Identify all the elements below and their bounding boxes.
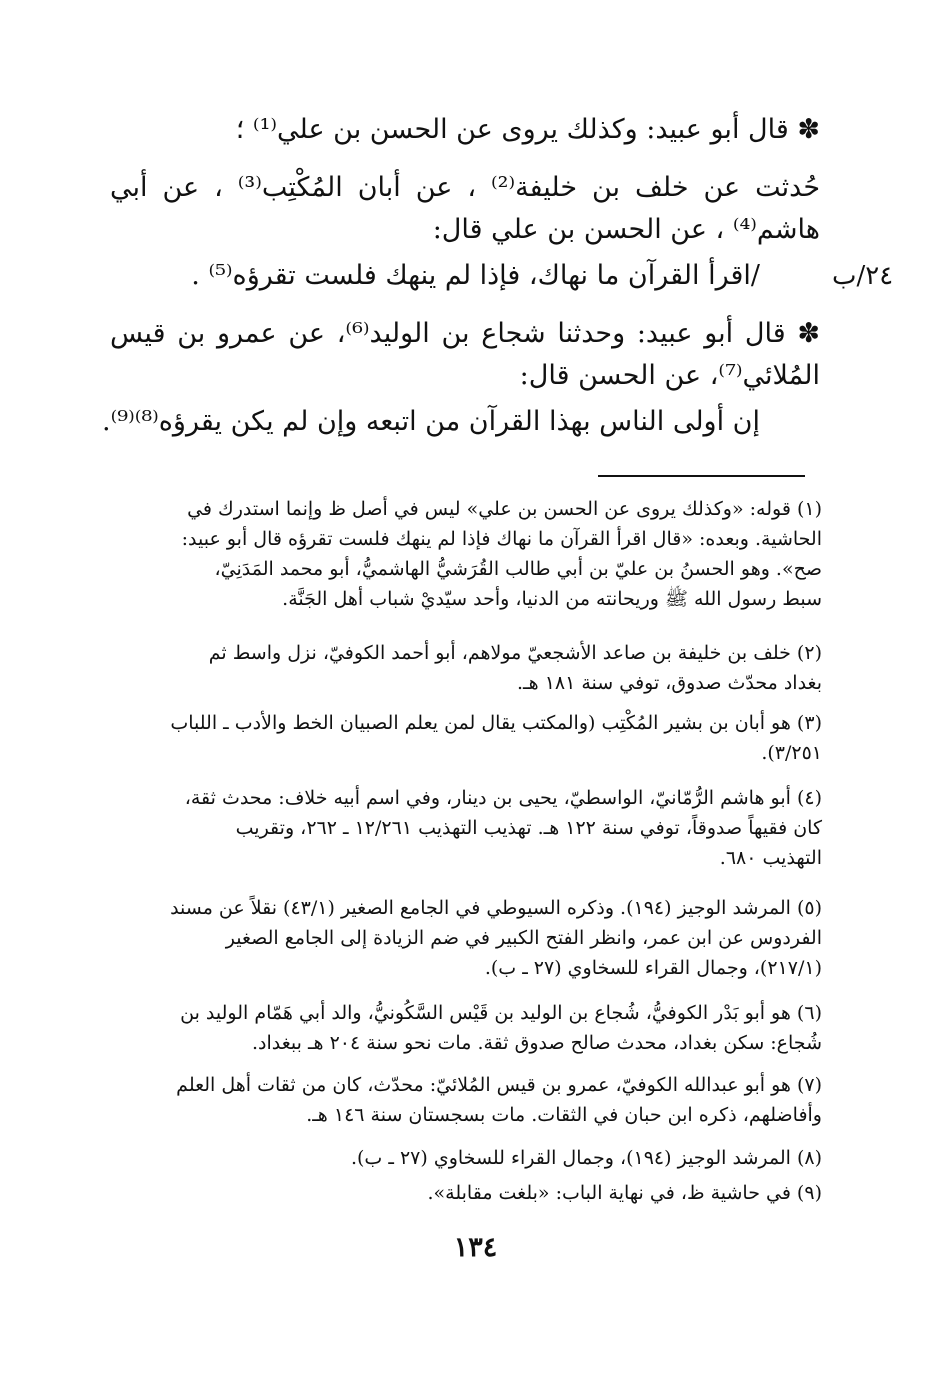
footnote (110, 998, 822, 1058)
footnote (110, 1178, 822, 1208)
footnote-line: (٧) هو أبو عبدالله الكوفيّ، عمرو بن قيس المُلائيّ: محدّث، كان من ثقات أهل العلم (176, 1074, 822, 1096)
footnote-line: وأفاضلهم، ذكره ابن حبان في الثقات. مات بسجستان سنة ١٤٦ هـ. (306, 1104, 822, 1126)
footnote-line: التهذيب ٦٨٠. (719, 847, 822, 869)
footnote (110, 494, 822, 614)
footnote (110, 893, 822, 983)
text-line: المُلائي⁽⁷⁾، عن الحسن قال: (519, 360, 820, 391)
footnote-line: (٩) في حاشية ظ، في نهاية الباب: «بلغت مقابلة». (427, 1182, 822, 1204)
footnote-line: صح». وهو الحسنُ بن عليّ بن أبي طالب القُرَشيُّ الهاشميُّ، أبو محمد المَدَنِيّ، (214, 558, 822, 580)
text-line: ✽ قال أبو عبيد: وكذلك يروى عن الحسن بن علي⁽¹⁾ ؛ (235, 114, 820, 145)
footnote-line: (٢١٧/١)، وجمال القراء للسخاوي (٢٧ ـ ب). (484, 957, 822, 979)
footnote-line: (٢) خلف بن خليفة بن صاعد الأشجعيّ مولاهم، أبو أحمد الكوفيّ، نزل واسط ثم (208, 642, 822, 664)
footnote-line: (٣) هو أبان بن بشير المُكْتِب (والمكتب يقال لمن يعلم الصبيان الخط والأدب ـ اللباب (170, 712, 822, 734)
footnote-line: (٦) هو أبو بَدْر الكوفيُّ، شُجاع بن الوليد بن قَيْس السَّكُونيُّ، والد أبي هَمّام الوليد بن (180, 1002, 822, 1024)
text-line: حُدثت عن خلف بن خليفة⁽²⁾ ، عن أبان المُكْتِب⁽³⁾ ، عن أبي (110, 172, 821, 203)
footnote-line: الحاشية. وبعده: «قال اقرأ القرآن ما نهاك فإذا لم ينهك فلست تقرؤه قال أبو عبيد: (181, 528, 822, 550)
footnote-line: الفردوس عن ابن عمر، وانظر الفتح الكبير في ضم الزيادة إلى الجامع الصغير (225, 927, 822, 949)
page-number: ١٣٤ (453, 1232, 498, 1263)
footnote-line: (٤) أبو هاشم الرُّمّانيّ، الواسطيّ، يحيى بن دينار، وفي اسم أبيه خلاف: محدث ثقة، (184, 787, 822, 809)
footnote-line: ٣/٢٥١). (761, 742, 822, 764)
folio-margin-note: ٢٤/ب (832, 261, 894, 291)
text-line: إن أولى الناس بهذا القرآن من اتبعه وإن لم يكن يقرؤه⁽⁸⁾⁽⁹⁾. (102, 406, 760, 437)
footnote (110, 1070, 822, 1130)
text-line: /اقرأ القرآن ما نهاك، فإذا لم ينهك فلست تقرؤه⁽⁵⁾ . (191, 260, 760, 291)
footnote-line: بغداد محدّث صدوق، توفي سنة ١٨١ هـ. (517, 672, 822, 694)
footnote-line: شُجاع: سكن بغداد، محدث صالح صدوق ثقة. مات نحو سنة ٢٠٤ هـ ببغداد. (251, 1032, 822, 1054)
footnote-line: كان فقيهاً صدوقاً، توفي سنة ١٢٢ هـ. تهذيب التهذيب ١٢/٢٦١ ـ ٢٦٢، وتقريب (235, 817, 822, 839)
footnote-separator (598, 475, 805, 477)
footnote-line: (١) قوله: «وكذلك يروى عن الحسن بن علي» ليس في أصل ظ وإنما استدرك في (187, 498, 822, 520)
text-line: ✽ قال أبو عبيد: وحدثنا شجاع بن الوليد⁽⁶⁾، عن عمرو بن قيس (110, 318, 820, 349)
footnote (110, 708, 822, 768)
footnote (110, 1143, 822, 1173)
text-line: هاشم⁽⁴⁾ ، عن الحسن بن علي قال: (432, 214, 820, 245)
footnote-line: (٥) المرشد الوجيز (١٩٤). وذكره السيوطي في الجامع الصغير (٤٣/١) نقلاً عن مسند (170, 897, 822, 919)
footnote-line: سبط رسول الله ﷺ وريحانته من الدنيا، وأحد سيّديْ شباب أهل الجَنَّة. (282, 588, 822, 610)
footnote (110, 783, 822, 873)
footnote-line: (٨) المرشد الوجيز (١٩٤)، وجمال القراء للسخاوي (٢٧ ـ ب). (350, 1147, 822, 1169)
footnote (110, 638, 822, 698)
